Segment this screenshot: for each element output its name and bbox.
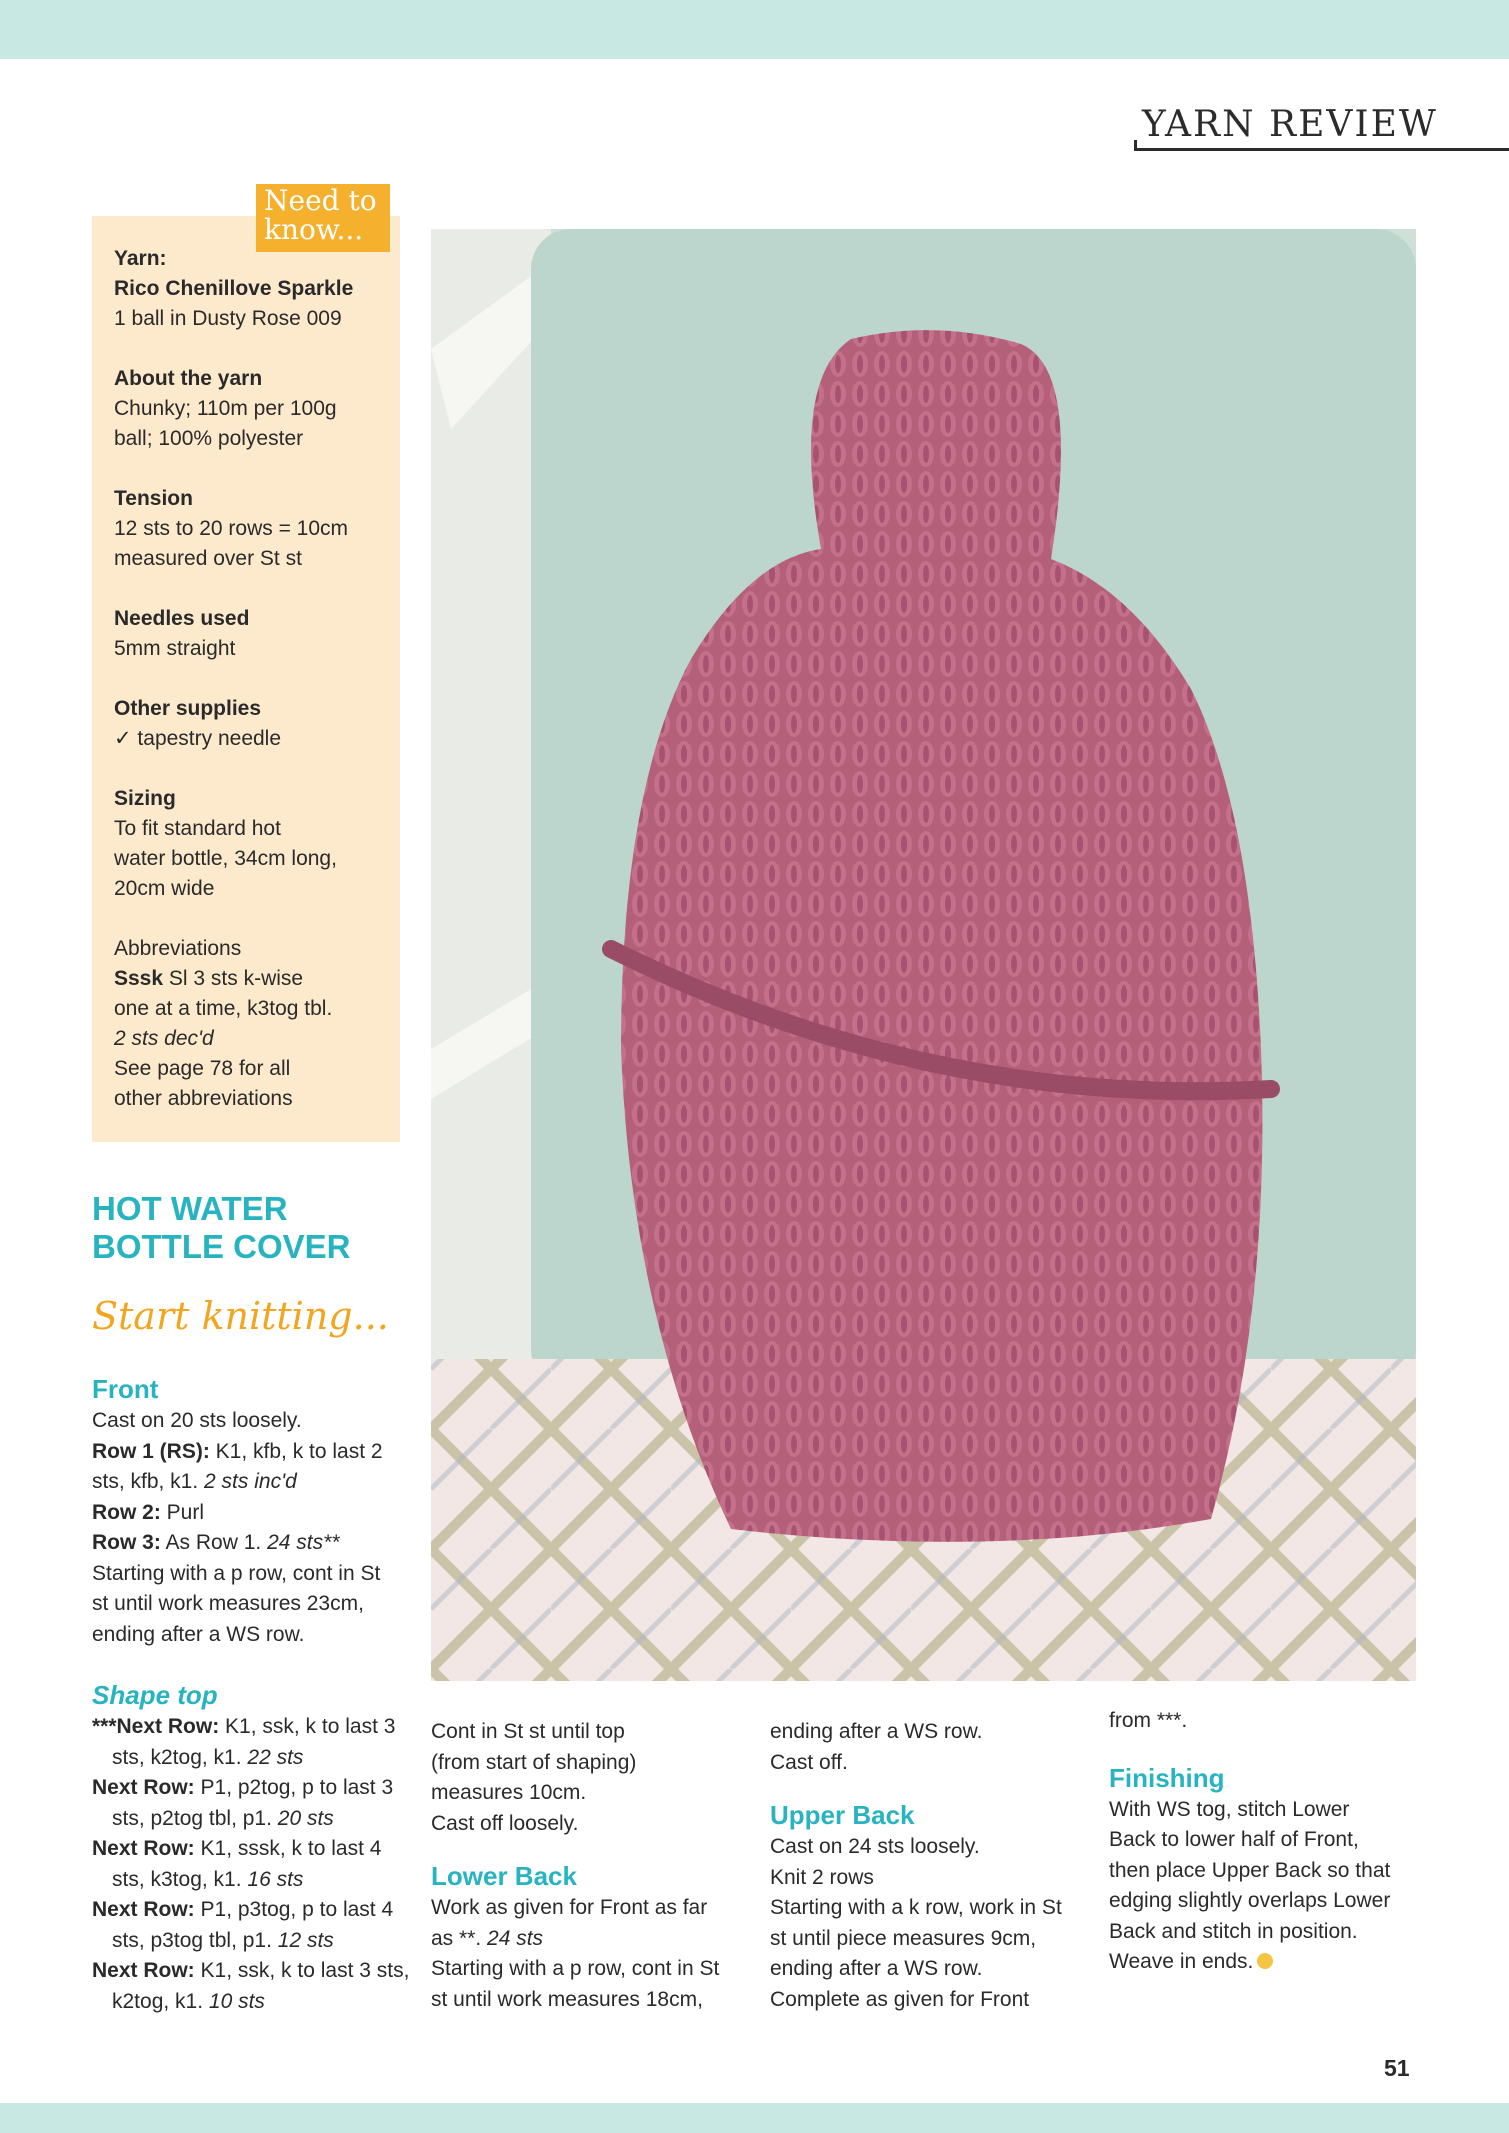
abbr-def-3: 2 sts dec'd [114, 1027, 214, 1050]
sizing-line-1: To fit standard hot [114, 817, 281, 840]
upper-back-line-2: Knit 2 rows [770, 1865, 874, 1889]
abbreviations-group [114, 934, 382, 1114]
row-2-text: Purl [160, 1500, 205, 1524]
tag-line-1: Need to [264, 184, 377, 217]
row-1-text-b: sts, kfb, k1. [92, 1470, 205, 1493]
abbr-line-1 [114, 964, 382, 994]
abbr-note-2: other abbreviations [114, 1087, 293, 1110]
row-1-count: 2 sts inc'd [204, 1470, 297, 1493]
row-1-label: Row 1 (RS): [92, 1439, 210, 1463]
front-line-1: Cast on 20 sts loosely. [92, 1409, 302, 1432]
col3-line-2: Cast off. [770, 1750, 848, 1774]
upper-back-line-6: Complete as given for Front [770, 1987, 1030, 2011]
shape-row-e: Next Row: K1, ssk, k to last 3 sts, k2tog, k1. 10 sts [92, 1959, 410, 2013]
sizing-group [114, 784, 382, 904]
shape-row-b: Next Row: P1, p2tog, p to last 3 sts, p2tog tbl, p1. 20 sts [92, 1776, 394, 1830]
spacer [92, 1650, 412, 1678]
shape-top-heading: Shape top [92, 1680, 218, 1710]
col2-line-3: measures 10cm. [431, 1781, 587, 1804]
pattern-title-line-2: BOTTLE COVER [92, 1228, 351, 1265]
tension-label: Tension [114, 487, 193, 510]
abbr-label: Abbreviations [114, 937, 242, 960]
col4-line-1: from ***. [1109, 1709, 1188, 1732]
finishing-line-3: then place Upper Back so that [1109, 1858, 1391, 1882]
pattern-column-2 [431, 1717, 756, 2015]
supplies-group [114, 694, 382, 754]
pattern-column-3 [770, 1717, 1100, 2015]
col3-line-1: ending after a WS row. [770, 1720, 983, 1743]
front-line-7: ending after a WS row. [92, 1622, 305, 1646]
lower-back-line-2: as **. 24 sts [431, 1926, 544, 1950]
col2-line-4: Cast off loosely. [431, 1811, 579, 1835]
lower-back-line-3: Starting with a p row, cont in St [431, 1957, 720, 1980]
supplies-label: Other supplies [114, 697, 262, 720]
tension-line-2: measured over St st [114, 547, 302, 570]
tag-line-2: know... [264, 213, 364, 246]
finishing-line-4: edging slightly overlaps Lower [1109, 1889, 1391, 1912]
row-3-label: Row 3: [92, 1531, 161, 1554]
shape-row-a: ***Next Row: K1, ssk, k to last 3 sts, k2tog, k1. 22 sts [92, 1715, 396, 1769]
yarn-detail: 1 ball in Dusty Rose 009 [114, 307, 342, 330]
yarn-label: Yarn: [114, 247, 167, 270]
upper-back-line-4: st until piece measures 9cm, [770, 1926, 1037, 1950]
front-line-6: st until work measures 23cm, [92, 1592, 364, 1615]
front-row-2 [92, 1498, 412, 1529]
yarn-group [114, 244, 382, 334]
lower-back-line-1: Work as given for Front as far [431, 1896, 708, 1919]
pattern-column-4 [1109, 1706, 1429, 1978]
row-1-text-a: K1, kfb, k to last 2 [209, 1439, 383, 1463]
supplies-value: ✓ tapestry needle [114, 727, 282, 750]
spacer [1109, 1737, 1429, 1761]
about-line-1: Chunky; 110m per 100g [114, 397, 337, 420]
spacer [770, 1778, 1100, 1798]
bottom-band [0, 2103, 1509, 2133]
sizing-label: Sizing [114, 787, 176, 810]
upper-back-line-1: Cast on 24 sts loosely. [770, 1835, 980, 1858]
need-to-know-box [92, 213, 400, 1142]
pattern-column-1 [92, 1372, 412, 2017]
need-to-know-tag [256, 184, 390, 252]
upper-back-line-3: Starting with a k row, work in St [770, 1896, 1062, 1919]
tension-line-1: 12 sts to 20 rows = 10cm [114, 517, 349, 540]
knitted-hot-water-bottle-photo [431, 229, 1416, 1681]
page-number: 51 [1384, 2055, 1410, 2081]
front-heading: Front [92, 1374, 159, 1404]
front-row-1-cont [92, 1467, 412, 1498]
lower-back-heading: Lower Back [431, 1861, 577, 1891]
upper-back-line-5: ending after a WS row. [770, 1957, 983, 1980]
upper-back-heading: Upper Back [770, 1800, 915, 1830]
col2-line-2: (from start of shaping) [431, 1750, 637, 1774]
sizing-line-3: 20cm wide [114, 877, 215, 900]
row-2-label: Row 2: [92, 1500, 161, 1524]
abbr-def-1: Sl 3 sts k-wise [163, 967, 304, 990]
pattern-title-line-1: HOT WATER [92, 1190, 288, 1227]
yarn-name: Rico Chenillove Sparkle [114, 277, 354, 300]
yarn-ball-icon [1257, 1953, 1273, 1969]
needles-label: Needles used [114, 607, 250, 630]
spacer [431, 1839, 756, 1859]
front-row-3 [92, 1528, 412, 1559]
shape-row-c: Next Row: K1, sssk, k to last 4 sts, k3tog, k1. 16 sts [92, 1837, 382, 1891]
shape-row-d: Next Row: P1, p3tog, p to last 4 sts, p3tog tbl, p1. 12 sts [92, 1898, 394, 1952]
photo-illustration [431, 229, 1416, 1681]
finishing-line-5: Back and stitch in position. [1109, 1919, 1358, 1943]
tension-group [114, 484, 382, 574]
row-3-text: As Row 1. [160, 1531, 268, 1554]
finishing-heading: Finishing [1109, 1762, 1225, 1793]
finishing-line-2: Back to lower half of Front, [1109, 1828, 1359, 1851]
needles-group [114, 604, 382, 664]
needles-value: 5mm straight [114, 637, 236, 660]
section-title: YARN REVIEW [1142, 104, 1438, 145]
lower-back-line-4: st until work measures 18cm, [431, 1987, 703, 2011]
col2-line-1: Cont in St st until top [431, 1720, 625, 1743]
abbr-note-1: See page 78 for all [114, 1057, 291, 1080]
finishing-line-1: With WS tog, stitch Lower [1109, 1797, 1350, 1821]
sizing-line-2: water bottle, 34cm long, [114, 847, 337, 870]
row-3-count: 24 sts** [267, 1531, 340, 1554]
abbr-def-2: one at a time, k3tog tbl. [114, 997, 333, 1020]
top-band [0, 0, 1509, 59]
about-group [114, 364, 382, 454]
front-row-1 [92, 1437, 412, 1468]
start-knitting-heading: Start knitting... [92, 1294, 389, 1338]
abbr-term: Sssk [114, 967, 164, 990]
finishing-line-6: Weave in ends. [1109, 1947, 1429, 1978]
about-line-2: ball; 100% polyester [114, 427, 304, 450]
pattern-title [92, 1190, 412, 1266]
section-rule [1134, 148, 1509, 151]
front-line-5: Starting with a p row, cont in St [92, 1561, 381, 1585]
about-label: About the yarn [114, 367, 263, 390]
